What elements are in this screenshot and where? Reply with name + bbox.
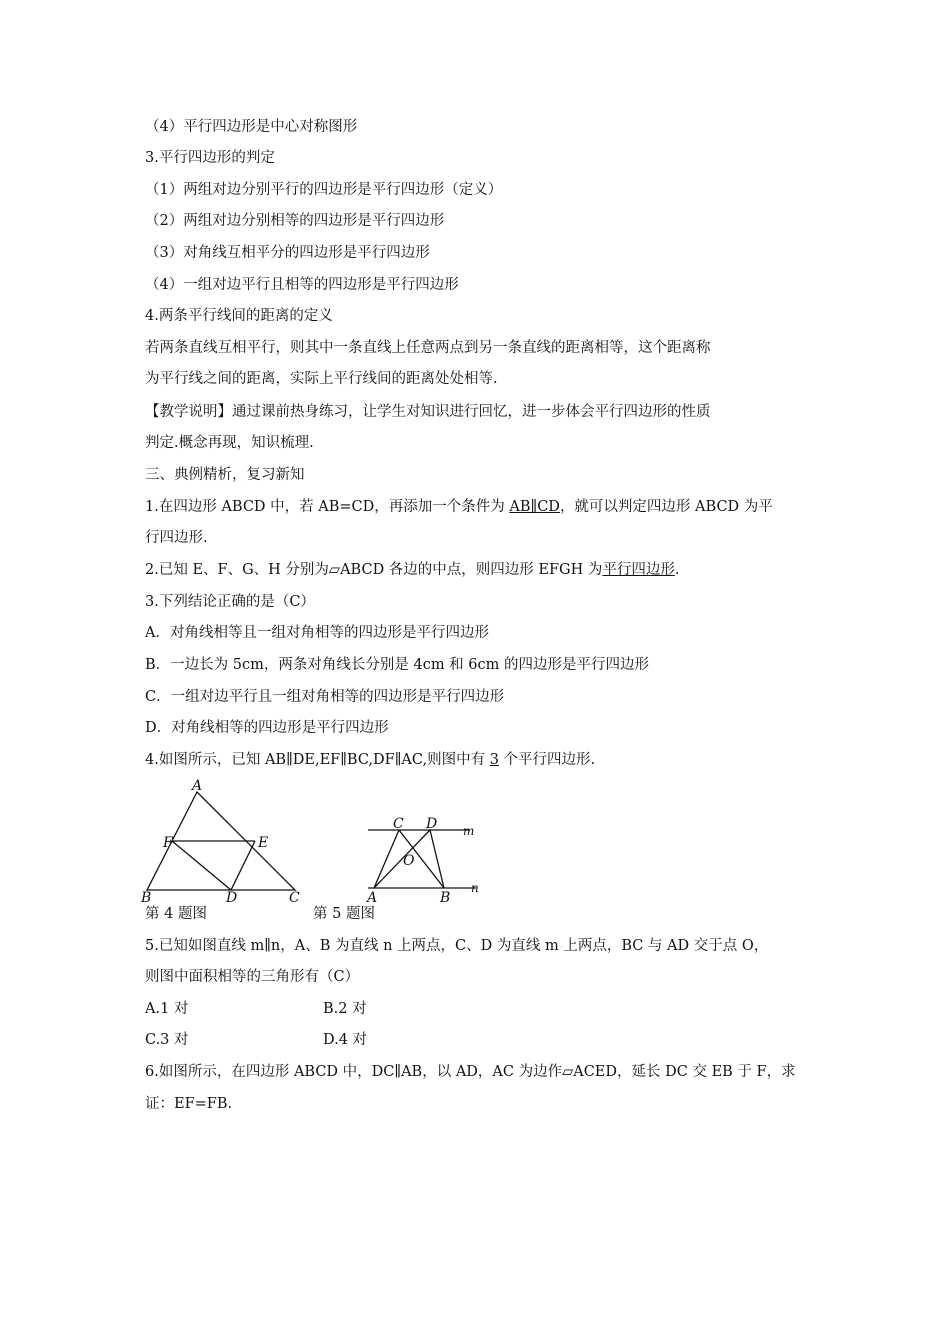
- option-a: A.1 对: [145, 1001, 189, 1017]
- option-c: C.3 对: [145, 1032, 189, 1048]
- figure-4-diagram: [135, 778, 310, 908]
- text-line: （4）一组对边平行且相等的四边形是平行四边形: [145, 277, 459, 293]
- answer-underline: 3: [489, 752, 499, 768]
- answer-underline: AB∥CD: [509, 499, 560, 515]
- text-line: （3）对角线互相平分的四边形是平行四边形: [145, 245, 430, 261]
- text-span: ，就可以判定四边形 ABCD 为平: [559, 499, 773, 515]
- label-c: C: [289, 890, 300, 906]
- label-n: n: [471, 881, 479, 895]
- text-line: （2）两组对边分别相等的四边形是平行四边形: [145, 213, 445, 229]
- question-3: 3.下列结论正确的是（C）: [145, 594, 315, 610]
- question-5: 5.已知如图直线 m∥n，A、B 为直线 n 上两点，C、D 为直线 m 上两点，BC 与 AD 交于点 O，: [145, 938, 769, 954]
- label-o: O: [403, 853, 415, 869]
- figure-5-caption: 第 5 题图: [313, 906, 375, 922]
- teaching-note: 【教学说明】通过课前热身练习，让学生对知识进行回忆，进一步体会平行四边形的性质: [145, 404, 711, 420]
- figure-5-diagram: [360, 814, 490, 908]
- label-e: E: [258, 835, 269, 851]
- option-b: B.2 对: [323, 1001, 367, 1017]
- label-a: A: [367, 890, 378, 906]
- question-6: 6.如图所示，在四边形 ABCD 中，DC∥AB，以 AD，AC 为边作▱ACED，延长 DC 交 EB 于 F，求: [145, 1064, 796, 1080]
- segment-fd: [172, 841, 231, 890]
- text-span: 1.在四边形 ABCD 中，若 AB=CD，再添加一个条件为: [145, 499, 510, 515]
- segment-ed: [231, 841, 255, 890]
- text-line: 若两条直线互相平行，则其中一条直线上任意两点到另一条直线的距离相等，这个距离称: [145, 340, 711, 356]
- answer-underline: 平行四边形: [602, 562, 675, 578]
- text-line: 为平行线之间的距离，实际上平行线间的距离处处相等.: [145, 371, 498, 387]
- option-d: D．对角线相等的四边形是平行四边形: [145, 720, 389, 736]
- text-line: （1）两组对边分别平行的四边形是平行四边形（定义）: [145, 182, 503, 198]
- section-heading: 三、典例精析，复习新知: [145, 467, 305, 483]
- label-a: A: [192, 778, 203, 794]
- question-1: [145, 497, 773, 517]
- segment-ac: [374, 830, 399, 888]
- figure-4-caption: 第 4 题图: [145, 906, 207, 922]
- label-m: m: [463, 824, 475, 838]
- question-4: [145, 750, 595, 770]
- text-span: 4.如图所示，已知 AB∥DE,EF∥BC,DF∥AC,则图中有: [145, 752, 490, 768]
- text-span: .: [674, 562, 680, 578]
- option-b: B．一边长为 5cm，两条对角线长分别是 4cm 和 6cm 的四边形是平行四边形: [145, 657, 649, 673]
- section-heading: 4.两条平行线间的距离的定义: [145, 308, 333, 324]
- label-c: C: [393, 816, 404, 832]
- label-f: F: [163, 835, 173, 851]
- section-heading: 3.平行四边形的判定: [145, 150, 275, 166]
- text-span: 个平行四边形.: [498, 752, 596, 768]
- text-span: 2.已知 E、F、G、H 分别为▱ABCD 各边的中点，则四边形 EFGH 为: [145, 562, 603, 578]
- text-line: 证：EF=FB.: [145, 1096, 233, 1112]
- text-line: 行四边形.: [145, 530, 208, 546]
- question-2: [145, 560, 680, 580]
- text-line: 判定.概念再现，知识梳理.: [145, 435, 314, 451]
- label-d: D: [226, 890, 238, 906]
- label-d: D: [426, 816, 438, 832]
- option-a: A．对角线相等且一组对角相等的四边形是平行四边形: [145, 625, 489, 641]
- option-d: D.4 对: [323, 1032, 368, 1048]
- option-c: C．一组对边平行且一组对角相等的四边形是平行四边形: [145, 689, 505, 705]
- label-b: B: [141, 890, 152, 906]
- label-b: B: [440, 890, 451, 906]
- text-line: 则图中面积相等的三角形有（C）: [145, 969, 360, 985]
- text-line: （4）平行四边形是中心对称图形: [145, 119, 358, 135]
